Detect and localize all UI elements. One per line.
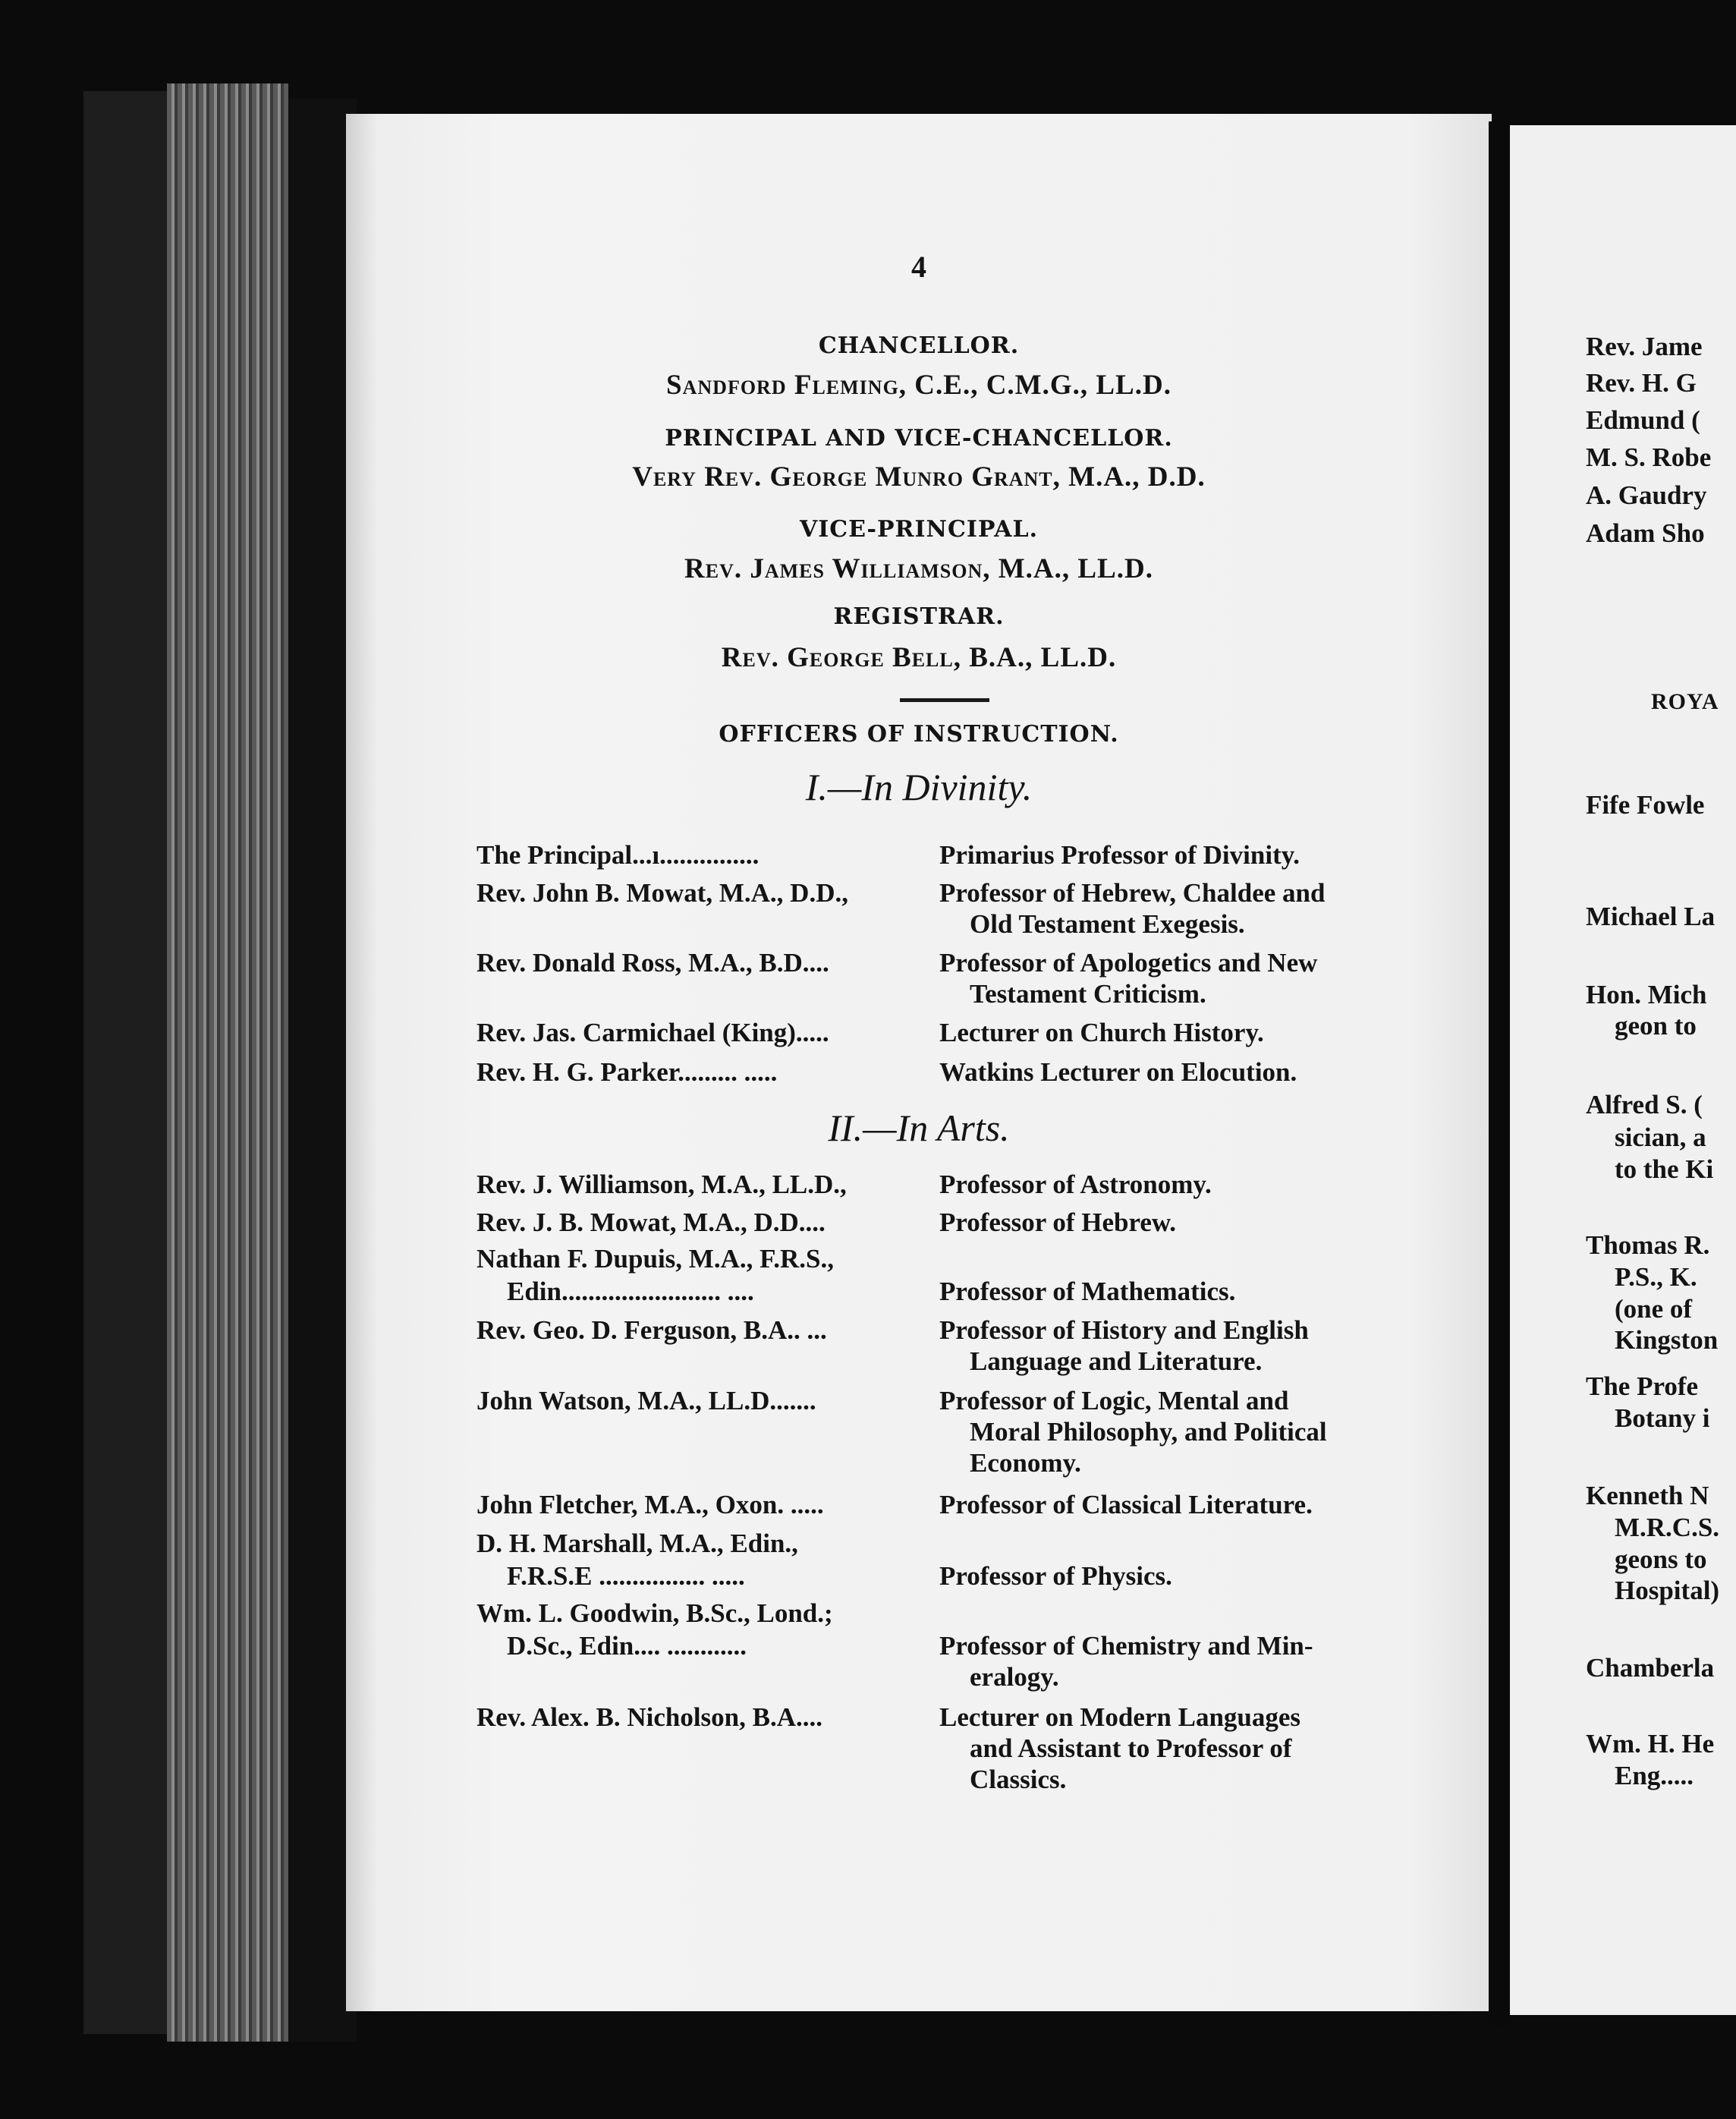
officer-name-cont: F.R.S.E ................ ..... — [507, 1561, 745, 1591]
right-page-line: Rev. Jame — [1586, 332, 1703, 361]
officer-title-line: Old Testament Exegesis. — [970, 909, 1245, 939]
officer-title: Primarius Professor of Divinity. — [939, 840, 1300, 870]
right-page-line: Adam Sho — [1586, 518, 1705, 548]
officer-title-line: eralogy. — [970, 1662, 1059, 1692]
right-page-entry: Chamberla — [1586, 1653, 1715, 1683]
vice-principal-heading: VICE-PRINCIPAL. — [799, 516, 1039, 543]
right-page-entry: P.S., K. — [1615, 1262, 1697, 1292]
right-page-entry: Hospital) — [1615, 1576, 1720, 1605]
officer-name: The Principal...ı............... — [476, 840, 760, 870]
officer-title-line: Professor of Hebrew, Chaldee and — [939, 878, 1326, 908]
right-page-entry: Hon. Mich — [1586, 980, 1707, 1009]
chancellor-name: Sandford Fleming, C.E., C.M.G., LL.D. — [666, 370, 1171, 401]
officer-name: Rev. Geo. D. Ferguson, B.A.. ... — [476, 1315, 827, 1345]
officer-title: Professor of Mathematics. — [939, 1277, 1236, 1306]
right-page-entry: Fife Fowle — [1586, 790, 1705, 820]
officer-title — [939, 1630, 1410, 1692]
right-page-entry: Thomas R. — [1586, 1230, 1710, 1260]
right-page-entry: Botany i — [1615, 1403, 1710, 1433]
officer-name-cont: D.Sc., Edin.... ............ — [507, 1631, 747, 1661]
registrar-heading: REGISTRAR. — [833, 603, 1005, 630]
left-page — [346, 114, 1492, 2011]
officer-name: Rev. John B. Mowat, M.A., D.D., — [476, 878, 848, 908]
officer-title-line: Professor of History and English — [939, 1315, 1309, 1345]
officer-name: Rev. J. Williamson, M.A., LL.D., — [476, 1170, 847, 1199]
arts-heading: II.—In Arts. — [828, 1107, 1010, 1149]
officer-title-line: Testament Criticism. — [970, 979, 1206, 1009]
divinity-heading: I.—In Divinity. — [805, 766, 1033, 808]
officer-title-line: Economy. — [970, 1448, 1081, 1478]
officers-heading: OFFICERS OF INSTRUCTION. — [719, 721, 1119, 748]
officer-title-line: and Assistant to Professor of — [970, 1733, 1292, 1763]
page-number: 4 — [911, 250, 926, 284]
officer-title-line: Professor of Logic, Mental and — [939, 1386, 1289, 1415]
right-page-entry: Wm. H. He — [1586, 1729, 1715, 1758]
right-page-line: M. S. Robe — [1586, 442, 1712, 472]
right-page-entry: Eng..... — [1615, 1761, 1694, 1790]
officer-title: Lecturer on Church History. — [939, 1018, 1264, 1047]
right-page-entry: geon to — [1615, 1011, 1697, 1041]
officer-name: Rev. Jas. Carmichael (King)..... — [476, 1018, 829, 1047]
officer-title-line: Classics. — [970, 1765, 1067, 1794]
right-page-line: A. Gaudry — [1586, 480, 1707, 510]
page-edges — [167, 83, 288, 2042]
officer-title-line: Professor of Apologetics and New — [939, 948, 1318, 978]
right-page-entry: geons to — [1615, 1544, 1707, 1574]
right-page-line: Edmund ( — [1586, 405, 1700, 435]
officer-name: Nathan F. Dupuis, M.A., F.R.S., — [476, 1244, 835, 1274]
officer-title — [939, 1315, 1410, 1377]
officer-title — [939, 877, 1410, 940]
right-page-entry: Alfred S. ( — [1586, 1090, 1703, 1119]
right-page-entry: sician, a — [1615, 1122, 1706, 1152]
right-page-line: Rev. H. G — [1586, 368, 1697, 398]
officer-title: Watkins Lecturer on Elocution. — [939, 1057, 1297, 1087]
book-cover-edge — [83, 91, 167, 2034]
officer-title: Professor of Physics. — [939, 1561, 1172, 1591]
right-page-entry: Kingston — [1615, 1325, 1719, 1355]
registrar-name: Rev. George Bell, B.A., LL.D. — [721, 642, 1117, 673]
principal-heading: PRINCIPAL AND VICE-CHANCELLOR. — [665, 425, 1173, 452]
principal-name: Very Rev. George Munro Grant, M.A., D.D. — [632, 461, 1206, 493]
officer-title-line: Language and Literature. — [970, 1346, 1263, 1376]
officer-name: John Fletcher, M.A., Oxon. ..... — [476, 1490, 824, 1519]
page-divider — [1489, 121, 1511, 2026]
section-rule — [900, 698, 989, 702]
officer-title: Professor of Classical Literature. — [939, 1490, 1313, 1519]
officer-name: Rev. J. B. Mowat, M.A., D.D.... — [476, 1207, 826, 1237]
officer-name: Rev. Alex. B. Nicholson, B.A.... — [476, 1702, 823, 1732]
right-page-entry: (one of — [1615, 1294, 1693, 1324]
officer-title-line: Professor of Chemistry and Min- — [939, 1631, 1313, 1661]
chancellor-heading: CHANCELLOR. — [818, 332, 1020, 359]
officer-name: Rev. Donald Ross, M.A., B.D.... — [476, 948, 829, 978]
officer-title — [939, 947, 1410, 1009]
officer-name: D. H. Marshall, M.A., Edin., — [476, 1529, 798, 1558]
right-page-heading: ROYA — [1651, 689, 1719, 714]
right-page-entry: Kenneth N — [1586, 1481, 1709, 1510]
officer-title: Professor of Astronomy. — [939, 1170, 1212, 1199]
officer-title — [939, 1385, 1410, 1478]
right-page-entry: M.R.C.S. — [1615, 1513, 1720, 1542]
officer-name-cont: Edin........................ .... — [507, 1277, 754, 1306]
officer-title: Professor of Hebrew. — [939, 1207, 1177, 1237]
officer-title — [939, 1702, 1410, 1795]
officer-title-line: Moral Philosophy, and Political — [970, 1417, 1327, 1447]
right-page-entry: The Profe — [1586, 1371, 1699, 1401]
officer-name: John Watson, M.A., LL.D....... — [476, 1386, 816, 1415]
officer-title-line: Lecturer on Modern Languages — [939, 1702, 1301, 1732]
officer-name: Wm. L. Goodwin, B.Sc., Lond.; — [476, 1598, 833, 1628]
officer-name: Rev. H. G. Parker......... ..... — [476, 1057, 778, 1087]
vice-principal-name: Rev. James Williamson, M.A., LL.D. — [684, 553, 1153, 584]
right-page-entry: to the Ki — [1615, 1154, 1714, 1184]
right-page-entry: Michael La — [1586, 902, 1716, 931]
